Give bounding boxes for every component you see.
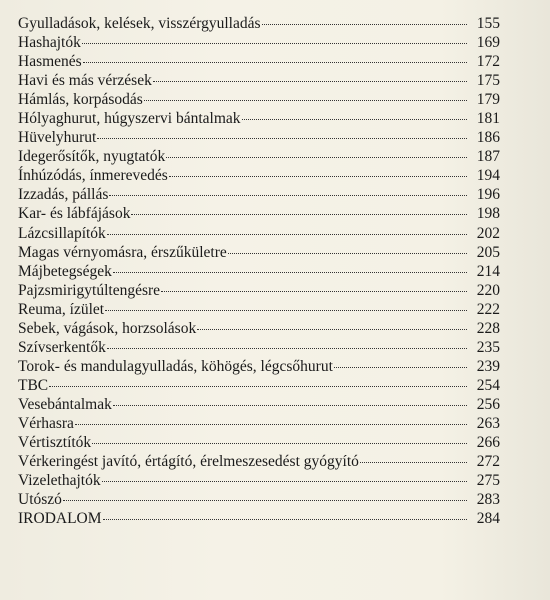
toc-entry-page-number: 275 — [476, 472, 500, 490]
toc-entry-title: Havi és más vérzések — [18, 72, 152, 90]
toc-entry-title: Torok- és mandulagyulladás, köhögés, légcsőhurut — [18, 357, 333, 375]
toc-entry — [18, 300, 500, 319]
toc-entry-title: Sebek, vágások, horzsolások — [18, 319, 197, 337]
toc-entry — [18, 90, 500, 109]
dot-leader — [197, 329, 467, 330]
dot-leader — [107, 234, 467, 235]
toc-entry — [18, 14, 500, 33]
toc-entry-page-number: 172 — [476, 53, 500, 71]
toc-entry-title: Idegerősítők, nyugtatók — [18, 148, 166, 166]
dot-leader — [169, 176, 467, 177]
dot-leader — [97, 138, 467, 139]
toc-entry — [18, 243, 500, 262]
dot-leader — [103, 519, 467, 520]
dot-leader — [161, 291, 467, 292]
toc-entry-title: Lázcsillapítók — [18, 224, 106, 242]
dot-leader — [242, 119, 467, 120]
toc-entry-title: Hasmenés — [18, 53, 82, 71]
toc-entry-title: Vértisztítók — [18, 434, 92, 452]
toc-entry-title: Kar- és lábfájások — [18, 205, 131, 223]
toc-entry-title: Májbetegségek — [18, 262, 112, 280]
toc-entry — [18, 452, 500, 471]
toc-entry-page-number: 202 — [476, 224, 500, 242]
toc-entry-page-number: 205 — [476, 243, 500, 261]
toc-entry-page-number: 222 — [476, 300, 500, 318]
toc-entry-page-number: 283 — [476, 491, 500, 509]
toc-entry-title: Hámlás, korpásodás — [18, 91, 143, 109]
dot-leader — [360, 462, 467, 463]
toc-entry — [18, 128, 500, 147]
toc-entry-title: Hólyaghurut, húgyszervi bántalmak — [18, 110, 241, 128]
dot-leader — [153, 81, 467, 82]
toc-entry — [18, 204, 500, 223]
toc-entry-title: Ínhúzódás, ínmerevedés — [18, 167, 168, 185]
dot-leader — [49, 386, 467, 387]
toc-entry — [18, 490, 500, 509]
toc-entry-title: Vérkeringést javító, értágító, érelmeszesedést gyógyító — [18, 453, 359, 471]
toc-entry-title: Hashajtók — [18, 34, 81, 52]
toc-entry — [18, 71, 500, 90]
toc-entry — [18, 166, 500, 185]
toc-entry — [18, 52, 500, 71]
dot-leader — [75, 424, 467, 425]
dot-leader — [109, 195, 467, 196]
toc-entry-page-number: 198 — [476, 205, 500, 223]
toc-entry — [18, 319, 500, 338]
toc-entry-page-number: 254 — [476, 376, 500, 394]
dot-leader — [107, 348, 467, 349]
dot-leader — [83, 62, 467, 63]
dot-leader — [105, 310, 467, 311]
toc-entry — [18, 338, 500, 357]
toc-entry-title: Pajzsmirigytúltengésre — [18, 281, 161, 299]
toc-entry — [18, 376, 500, 395]
toc-entry — [18, 185, 500, 204]
toc-entry-title: Hüvelyhurut — [18, 129, 97, 147]
toc-entry-title: Szívserkentők — [18, 338, 106, 356]
toc-entry — [18, 281, 500, 300]
toc-entry-page-number: 272 — [476, 453, 500, 471]
toc-entry-page-number: 256 — [476, 395, 500, 413]
toc-entry — [18, 433, 500, 452]
toc-entry-page-number: 284 — [476, 510, 500, 528]
toc-entry-page-number: 181 — [476, 110, 500, 128]
dot-leader — [102, 481, 467, 482]
toc-entry — [18, 395, 500, 414]
toc-entry-page-number: 266 — [476, 434, 500, 452]
toc-entry-page-number: 239 — [476, 357, 500, 375]
dot-leader — [228, 253, 467, 254]
toc-entry-page-number: 169 — [476, 34, 500, 52]
toc-entry — [18, 33, 500, 52]
toc-entry-page-number: 179 — [476, 91, 500, 109]
toc-entry-title: Magas vérnyomásra, érszűkületre — [18, 243, 227, 261]
toc-entry — [18, 224, 500, 243]
dot-leader — [113, 405, 467, 406]
toc-entry-page-number: 155 — [476, 15, 500, 32]
toc-entry — [18, 357, 500, 376]
toc-entry-title: Gyulladások, kelések, visszérgyulladás — [18, 15, 261, 32]
dot-leader — [63, 500, 467, 501]
dot-leader — [92, 443, 467, 444]
dot-leader — [262, 24, 468, 25]
toc-entry-title: IRODALOM — [18, 510, 102, 528]
toc-entry-title: Vesebántalmak — [18, 395, 112, 413]
table-of-contents — [18, 14, 500, 528]
dot-leader — [82, 43, 467, 44]
toc-entry — [18, 414, 500, 433]
toc-entry-page-number: 196 — [476, 186, 500, 204]
toc-entry-page-number: 228 — [476, 319, 500, 337]
dot-leader — [144, 100, 467, 101]
toc-entry-title: TBC — [18, 376, 49, 394]
toc-entry-page-number: 194 — [476, 167, 500, 185]
facing-page-bleed-through — [506, 0, 550, 600]
dot-leader — [166, 157, 467, 158]
toc-entry-page-number: 175 — [476, 72, 500, 90]
toc-entry-title: Izzadás, pállás — [18, 186, 109, 204]
toc-entry-title: Reuma, ízület — [18, 300, 105, 318]
toc-entry — [18, 471, 500, 490]
toc-entry-page-number: 187 — [476, 148, 500, 166]
dot-leader — [334, 367, 467, 368]
toc-entry — [18, 509, 500, 528]
dot-leader — [131, 214, 467, 215]
toc-entry-page-number: 263 — [476, 414, 500, 432]
toc-entry — [18, 147, 500, 166]
toc-entry-title: Vizelethajtók — [18, 472, 101, 490]
toc-entry-title: Vérhasra — [18, 414, 74, 432]
toc-entry-page-number: 220 — [476, 281, 500, 299]
toc-entry — [18, 109, 500, 128]
toc-entry — [18, 262, 500, 281]
toc-entry-title: Utószó — [18, 491, 62, 509]
dot-leader — [113, 272, 467, 273]
toc-entry-page-number: 235 — [476, 338, 500, 356]
toc-entry-page-number: 214 — [476, 262, 500, 280]
toc-entry-page-number: 186 — [476, 129, 500, 147]
